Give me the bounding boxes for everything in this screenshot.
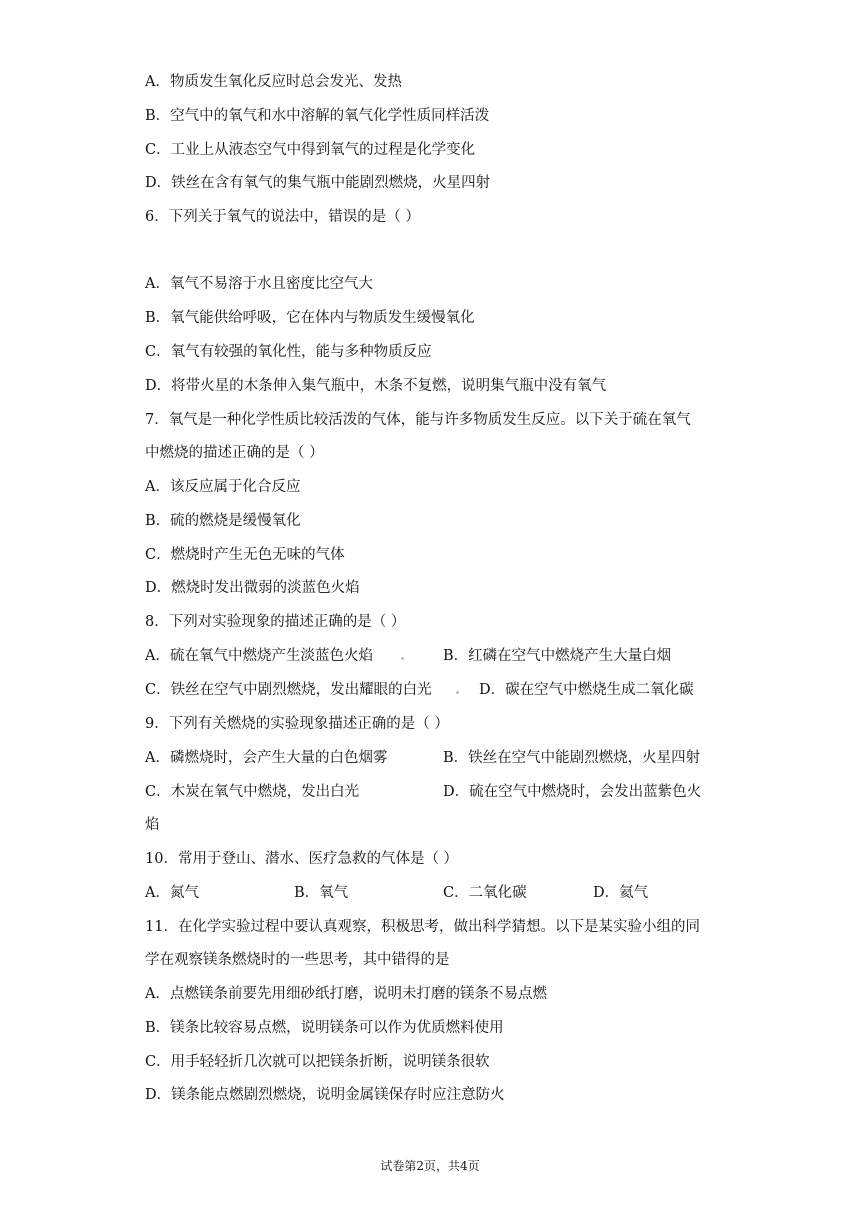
q7-stem-line2: 中燃烧的描述正确的是（ ） (145, 445, 324, 461)
q10-stem: 10．常用于登山、潜水、医疗急救的气体是（ ） (145, 851, 459, 867)
q9-option-b: B．铁丝在空气中能剧烈燃烧，火星四射 (443, 750, 701, 766)
q10-option-d: D．氦气 (593, 885, 649, 901)
q5-option-a: A．物质发生氧化反应时总会发光、发热 (145, 74, 402, 90)
q11-option-a: A．点燃镁条前要先用细砂纸打磨，说明未打磨的镁条不易点燃 (145, 986, 547, 1002)
q10-option-a: A．氮气 (145, 885, 199, 901)
q9-option-d: D．硫在空气中燃烧时，会发出蓝紫色火 (443, 784, 702, 800)
q7-option-a: A．该反应属于化合反应 (145, 479, 301, 495)
q11-option-c: C．用手轻轻折几次就可以把镁条折断，说明镁条很软 (145, 1054, 490, 1070)
q11-option-b: B．镁条比较容易点燃，说明镁条可以作为优质燃料使用 (145, 1020, 504, 1036)
q5-option-d: D．铁丝在含有氧气的集气瓶中能剧烈燃烧，火星四射 (145, 175, 491, 191)
q6-stem: 6．下列关于氧气的说法中，错误的是（ ） (145, 209, 420, 225)
q11-stem-line1: 11．在化学实验过程中要认真观察，积极思考，做出科学猜想。以下是某实验小组的同 (145, 919, 700, 935)
q11-option-d: D．镁条能点燃剧烈燃烧，说明金属镁保存时应注意防火 (145, 1087, 505, 1103)
q7-stem-line1: 7．氧气是一种化学性质比较活泼的气体，能与许多物质发生反应。以下关于硫在氧气 (145, 412, 691, 428)
q6-option-d: D．将带火星的木条伸入集气瓶中，木条不复燃，说明集气瓶中没有氧气 (145, 378, 607, 394)
q8-option-d: D．碳在空气中燃烧生成二氧化碳 (479, 682, 694, 698)
q8-dot-mark-2 (456, 691, 459, 694)
q9-option-d-continued: 焰 (145, 817, 160, 833)
q5-option-b: B．空气中的氧气和水中溶解的氧气化学性质同样活泼 (145, 108, 490, 124)
q9-stem: 9．下列有关燃烧的实验现象描述正确的是（ ） (145, 716, 449, 732)
q6-option-c: C．氧气有较强的氧化性，能与多种物质反应 (145, 344, 432, 360)
q8-option-c: C．铁丝在空气中剧烈燃烧，发出耀眼的白光 (145, 682, 432, 698)
q5-option-c: C．工业上从液态空气中得到氧气的过程是化学变化 (145, 142, 476, 158)
q7-option-d: D．燃烧时发出微弱的淡蓝色火焰 (145, 580, 360, 596)
q8-option-b: B．红磷在空气中燃烧产生大量白烟 (443, 648, 672, 664)
q8-stem: 8．下列对实验现象的描述正确的是（ ） (145, 614, 406, 630)
q9-option-a: A．磷燃烧时，会产生大量的白色烟雾 (145, 750, 388, 766)
q6-option-b: B．氧气能供给呼吸，它在体内与物质发生缓慢氧化 (145, 310, 475, 326)
q8-dot-mark (401, 657, 404, 660)
q7-option-b: B．硫的燃烧是缓慢氧化 (145, 513, 301, 529)
q10-option-c: C．二氧化碳 (443, 885, 527, 901)
q6-option-a: A．氧气不易溶于水且密度比空气大 (145, 276, 373, 292)
q10-option-b: B．氧气 (294, 885, 349, 901)
page-footer: 试卷第2页，共4页 (380, 1159, 480, 1173)
q7-option-c: C．燃烧时产生无色无味的气体 (145, 547, 345, 563)
q11-stem-line2: 学在观察镁条燃烧时的一些思考，其中错得的是 (145, 952, 450, 968)
q8-option-a: A．硫在氧气中燃烧产生淡蓝色火焰 (145, 648, 373, 664)
q9-option-c: C．木炭在氧气中燃烧，发出白光 (145, 784, 360, 800)
